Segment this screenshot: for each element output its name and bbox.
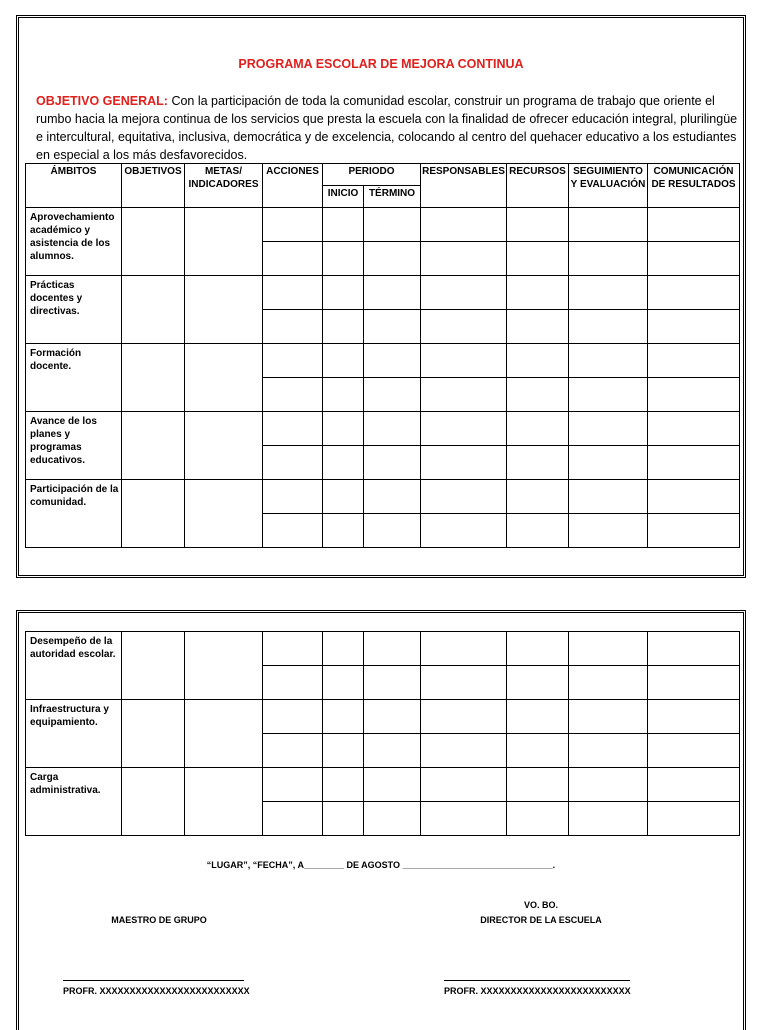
blank-cell[interactable] — [421, 446, 507, 480]
blank-cell[interactable] — [569, 514, 648, 548]
table-row — [26, 768, 740, 802]
blank-cell[interactable] — [648, 734, 740, 768]
blank-cell[interactable] — [364, 632, 421, 666]
metas-cell[interactable] — [185, 480, 263, 548]
program-table — [25, 163, 740, 548]
blank-cell[interactable] — [648, 412, 740, 446]
blank-cell[interactable] — [323, 446, 364, 480]
blank-cell[interactable] — [507, 768, 569, 802]
ambito-cell: Aprovechamiento académico y asistencia de los alumnos. — [26, 208, 122, 276]
blank-cell[interactable] — [569, 480, 648, 514]
metas-cell[interactable] — [185, 344, 263, 412]
metas-cell[interactable] — [185, 412, 263, 480]
teacher-signature-line — [63, 980, 244, 981]
general-objective — [36, 92, 741, 164]
ambito-cell: Infraestructura y equipamiento. — [26, 700, 122, 768]
blank-cell[interactable] — [421, 378, 507, 412]
ambito-cell: Carga administrativa. — [26, 768, 122, 836]
blank-cell[interactable] — [507, 700, 569, 734]
blank-cell[interactable] — [569, 242, 648, 276]
blank-cell[interactable] — [421, 242, 507, 276]
blank-cell[interactable] — [364, 208, 421, 242]
blank-cell[interactable] — [421, 310, 507, 344]
blank-cell[interactable] — [648, 666, 740, 700]
blank-cell[interactable] — [648, 208, 740, 242]
blank-cell[interactable] — [421, 412, 507, 446]
blank-cell[interactable] — [648, 480, 740, 514]
metas-cell[interactable] — [185, 700, 263, 768]
ambito-cell: Avance de los planes y programas educativos. — [26, 412, 122, 480]
blank-cell[interactable] — [421, 514, 507, 548]
blank-cell[interactable] — [263, 276, 323, 310]
ambito-cell: Participación de la comunidad. — [26, 480, 122, 548]
place-date-line: “LUGAR”, “FECHA”, A________ DE AGOSTO ______________________________. — [206, 860, 556, 870]
blank-cell[interactable] — [421, 768, 507, 802]
page-1 — [16, 15, 746, 578]
objetivos-cell[interactable] — [122, 412, 185, 480]
blank-cell[interactable] — [421, 208, 507, 242]
director-signature-line — [444, 980, 630, 981]
objetivos-cell[interactable] — [122, 276, 185, 344]
blank-cell[interactable] — [323, 666, 364, 700]
blank-cell[interactable] — [263, 802, 323, 836]
table-row — [26, 480, 740, 514]
blank-cell[interactable] — [323, 310, 364, 344]
blank-cell[interactable] — [569, 734, 648, 768]
blank-cell[interactable] — [323, 734, 364, 768]
table-row — [26, 632, 740, 666]
blank-cell[interactable] — [507, 378, 569, 412]
blank-cell[interactable] — [648, 378, 740, 412]
table-row — [26, 412, 740, 446]
objetivos-cell[interactable] — [122, 700, 185, 768]
blank-cell[interactable] — [569, 700, 648, 734]
blank-cell[interactable] — [569, 802, 648, 836]
blank-cell[interactable] — [507, 310, 569, 344]
blank-cell[interactable] — [263, 378, 323, 412]
page-title: PROGRAMA ESCOLAR DE MEJORA CONTINUA — [238, 57, 524, 71]
header-periodo: PERIODO — [323, 164, 421, 186]
header-inicio: INICIO — [323, 186, 364, 208]
blank-cell[interactable] — [421, 276, 507, 310]
metas-cell[interactable] — [185, 276, 263, 344]
blank-cell[interactable] — [364, 344, 421, 378]
director-role: DIRECTOR DE LA ESCUELA — [480, 915, 602, 925]
blank-cell[interactable] — [507, 734, 569, 768]
header-comunicacion: COMUNICACIÓN DE RESULTADOS — [648, 164, 740, 208]
blank-cell[interactable] — [263, 208, 323, 242]
header-ambitos: ÁMBITOS — [26, 164, 122, 208]
blank-cell[interactable] — [263, 242, 323, 276]
blank-cell[interactable] — [263, 700, 323, 734]
blank-cell[interactable] — [323, 412, 364, 446]
table-row — [26, 344, 740, 378]
blank-cell[interactable] — [569, 632, 648, 666]
blank-cell[interactable] — [323, 344, 364, 378]
ambito-cell: Desempeño de la autoridad escolar. — [26, 632, 122, 700]
objetivos-cell[interactable] — [122, 344, 185, 412]
blank-cell[interactable] — [569, 666, 648, 700]
blank-cell[interactable] — [323, 700, 364, 734]
blank-cell[interactable] — [569, 276, 648, 310]
blank-cell[interactable] — [364, 768, 421, 802]
blank-cell[interactable] — [569, 208, 648, 242]
blank-cell[interactable] — [421, 480, 507, 514]
blank-cell[interactable] — [323, 276, 364, 310]
blank-cell[interactable] — [323, 802, 364, 836]
blank-cell[interactable] — [421, 666, 507, 700]
blank-cell[interactable] — [364, 446, 421, 480]
blank-cell[interactable] — [364, 276, 421, 310]
program-table-continued — [25, 631, 740, 836]
blank-cell[interactable] — [648, 514, 740, 548]
blank-cell[interactable] — [648, 276, 740, 310]
blank-cell[interactable] — [648, 802, 740, 836]
blank-cell[interactable] — [263, 446, 323, 480]
blank-cell[interactable] — [263, 310, 323, 344]
header-seguimiento: SEGUIMIENTO Y EVALUACIÓN — [569, 164, 648, 208]
blank-cell[interactable] — [323, 514, 364, 548]
metas-cell[interactable] — [185, 208, 263, 276]
blank-cell[interactable] — [323, 242, 364, 276]
blank-cell[interactable] — [507, 242, 569, 276]
blank-cell[interactable] — [421, 802, 507, 836]
blank-cell[interactable] — [648, 768, 740, 802]
blank-cell[interactable] — [323, 480, 364, 514]
director-name: PROFR. XXXXXXXXXXXXXXXXXXXXXXXXX — [444, 986, 631, 996]
blank-cell[interactable] — [364, 700, 421, 734]
teacher-role: MAESTRO DE GRUPO — [111, 915, 207, 925]
blank-cell[interactable] — [507, 276, 569, 310]
table-row — [26, 700, 740, 734]
blank-cell[interactable] — [364, 242, 421, 276]
blank-cell[interactable] — [364, 802, 421, 836]
blank-cell[interactable] — [648, 344, 740, 378]
blank-cell[interactable] — [507, 514, 569, 548]
blank-cell[interactable] — [263, 514, 323, 548]
blank-cell[interactable] — [507, 344, 569, 378]
blank-cell[interactable] — [364, 310, 421, 344]
blank-cell[interactable] — [421, 700, 507, 734]
blank-cell[interactable] — [569, 310, 648, 344]
blank-cell[interactable] — [263, 768, 323, 802]
header-recursos: RECURSOS — [507, 164, 569, 208]
blank-cell[interactable] — [364, 378, 421, 412]
ambito-cell: Prácticas docentes y directivas. — [26, 276, 122, 344]
blank-cell[interactable] — [648, 632, 740, 666]
blank-cell[interactable] — [263, 734, 323, 768]
blank-cell[interactable] — [507, 446, 569, 480]
objetivos-cell[interactable] — [122, 208, 185, 276]
blank-cell[interactable] — [263, 632, 323, 666]
metas-cell[interactable] — [185, 768, 263, 836]
header-metas: METAS/ INDICADORES — [185, 164, 263, 208]
blank-cell[interactable] — [364, 480, 421, 514]
objetivos-cell[interactable] — [122, 480, 185, 548]
objective-text: Con la participación de toda la comunidad escolar, construir un programa de trabajo que oriente el rumbo hacia la mejora continua de los servicios que presta la escuela con la finalidad de ofrecer educación integral, plurilingüe e intercultural, equitativa, inclusiva, democrática y de excelencia, colocando al centro del quehacer educativo a los estudiantes en especial a los más desfavorecidos. — [36, 94, 738, 162]
blank-cell[interactable] — [507, 412, 569, 446]
blank-cell[interactable] — [421, 632, 507, 666]
blank-cell[interactable] — [364, 412, 421, 446]
vobo-label: VO. BO. — [523, 900, 558, 910]
header-responsables: RESPONSABLES — [421, 164, 507, 208]
header-termino: TÉRMINO — [364, 186, 421, 208]
ambito-cell: Formación docente. — [26, 344, 122, 412]
header-objetivos: OBJETIVOS — [122, 164, 185, 208]
blank-cell[interactable] — [364, 734, 421, 768]
blank-cell[interactable] — [569, 412, 648, 446]
blank-cell[interactable] — [421, 734, 507, 768]
objetivos-cell[interactable] — [122, 768, 185, 836]
objective-label: OBJETIVO GENERAL: — [36, 94, 168, 108]
blank-cell[interactable] — [569, 378, 648, 412]
blank-cell[interactable] — [507, 480, 569, 514]
table-row — [26, 208, 740, 242]
blank-cell[interactable] — [263, 666, 323, 700]
blank-cell[interactable] — [507, 208, 569, 242]
blank-cell[interactable] — [323, 632, 364, 666]
blank-cell[interactable] — [507, 632, 569, 666]
blank-cell[interactable] — [569, 446, 648, 480]
blank-cell[interactable] — [569, 344, 648, 378]
blank-cell[interactable] — [648, 446, 740, 480]
blank-cell[interactable] — [263, 480, 323, 514]
blank-cell[interactable] — [507, 666, 569, 700]
blank-cell[interactable] — [263, 412, 323, 446]
blank-cell[interactable] — [648, 310, 740, 344]
table-row — [26, 276, 740, 310]
blank-cell[interactable] — [323, 768, 364, 802]
objetivos-cell[interactable] — [122, 632, 185, 700]
blank-cell[interactable] — [323, 208, 364, 242]
blank-cell[interactable] — [648, 242, 740, 276]
blank-cell[interactable] — [569, 768, 648, 802]
page-2 — [16, 610, 746, 1030]
metas-cell[interactable] — [185, 632, 263, 700]
blank-cell[interactable] — [507, 802, 569, 836]
blank-cell[interactable] — [648, 700, 740, 734]
blank-cell[interactable] — [263, 344, 323, 378]
blank-cell[interactable] — [323, 378, 364, 412]
blank-cell[interactable] — [364, 514, 421, 548]
blank-cell[interactable] — [364, 666, 421, 700]
blank-cell[interactable] — [421, 344, 507, 378]
teacher-name: PROFR. XXXXXXXXXXXXXXXXXXXXXXXXX — [63, 986, 250, 996]
header-acciones: ACCIONES — [263, 164, 323, 208]
